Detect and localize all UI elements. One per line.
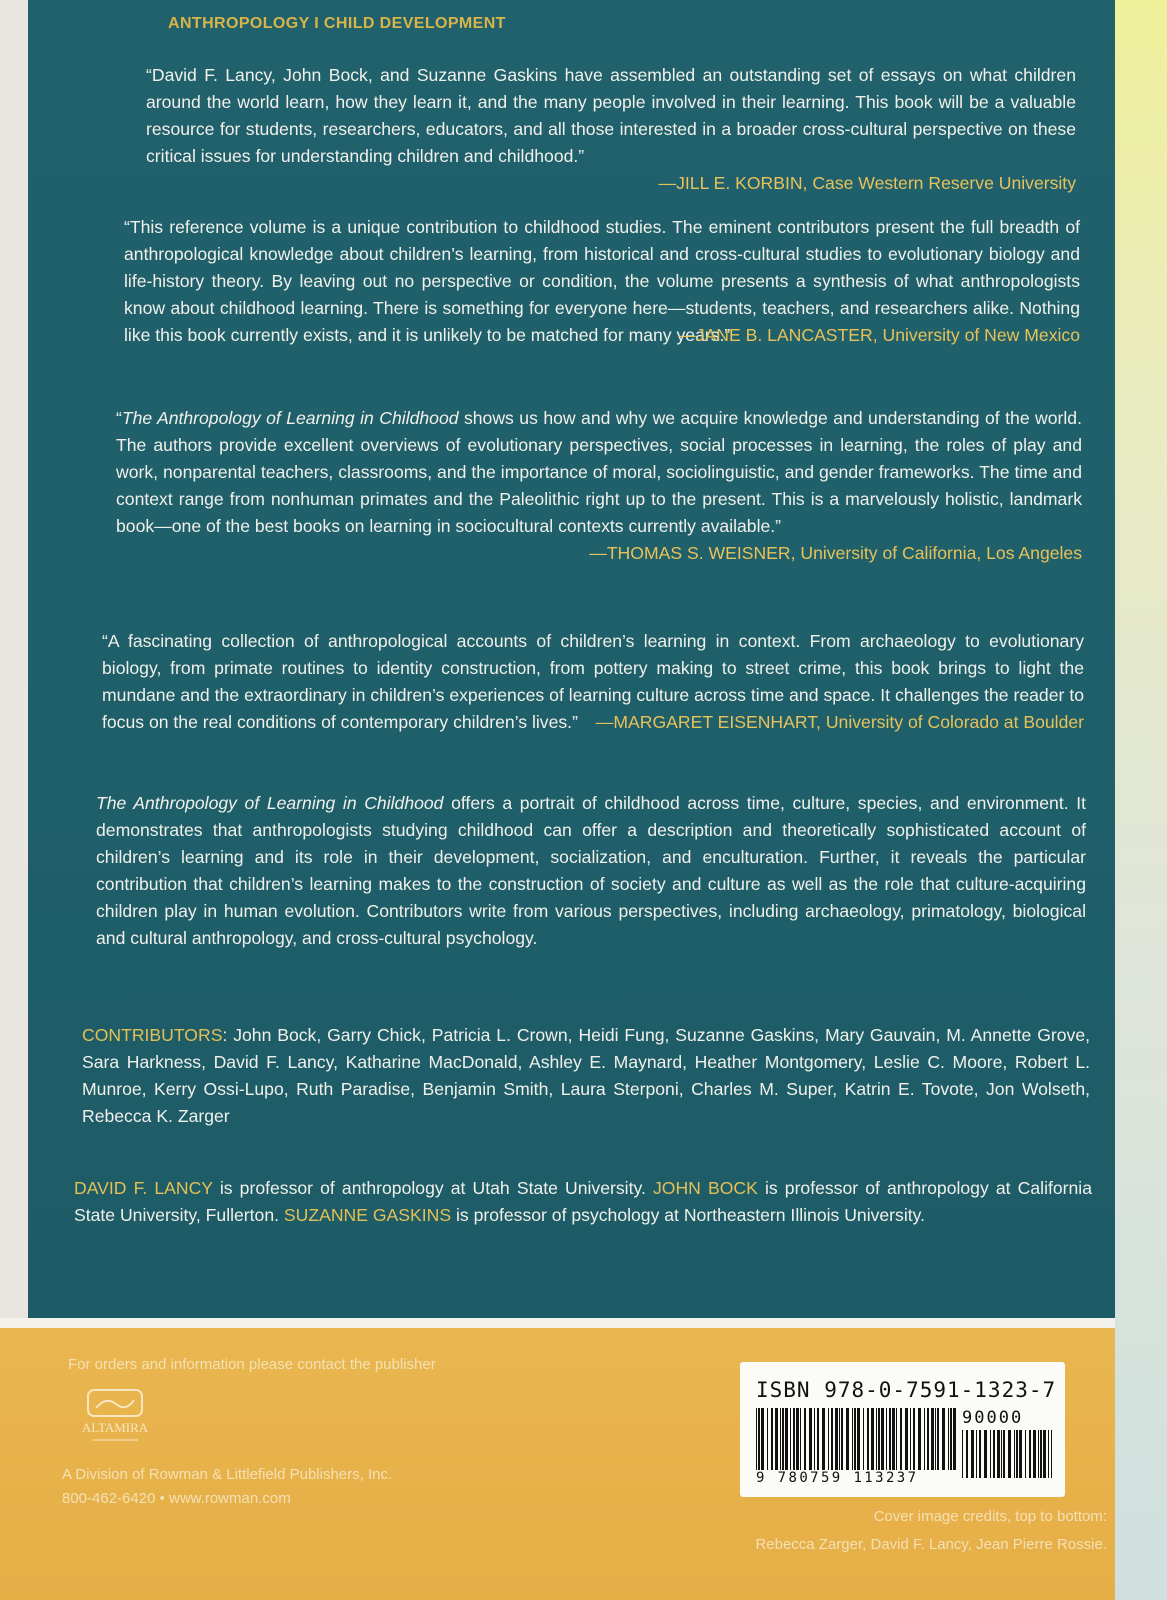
- back-cover-teal-panel: [28, 0, 1115, 1318]
- barcode-bar: [871, 1408, 874, 1470]
- publisher-logo-icon: [70, 1388, 160, 1446]
- barcode-bar: [962, 1430, 963, 1478]
- barcode-bar: [793, 1408, 795, 1470]
- barcode-bar: [896, 1408, 897, 1470]
- barcode-bar: [979, 1430, 981, 1478]
- cover-credits-heading: Cover image credits, top to bottom:: [873, 1508, 1107, 1525]
- editor-name-bock: JOHN BOCK: [652, 1178, 758, 1198]
- isbn-number: ISBN 978-0-7591-1323-7: [756, 1378, 1057, 1402]
- barcode-bar: [761, 1408, 764, 1470]
- barcode-bar: [931, 1408, 934, 1470]
- barcode-bar: [839, 1408, 840, 1470]
- barcode-bar: [817, 1408, 819, 1470]
- quote-3-text: “The Anthropology of Learning in Childhood shows us how and why we acquire knowledge and understanding of the world. The authors provide excellent overviews of evolutionary perspectives, social processes in learning, the roles of play and work, nonparental teachers, classrooms, and the importance of moral, sociolinguistic, and gender frameworks. The time and context range from nonhuman primates and the Paleolithic right up to the present. This is a marvelously holistic, landmark book—one of the best books on learning in sociocultural contexts currently available.”: [116, 408, 1082, 536]
- quote-1: [146, 62, 1076, 197]
- barcode-bar: [976, 1430, 977, 1478]
- barcode-bar: [1001, 1430, 1002, 1478]
- barcode-bar: [857, 1408, 860, 1470]
- barcode-digits: 9 780759 113237: [756, 1470, 919, 1486]
- barcode-bar: [780, 1408, 781, 1470]
- quote-4-text: “A fascinating collection of anthropological accounts of children’s learning in context. From archaeology to evolutionary biology, from primate routines to identity construction, from pottery making to street crime, this book brings to light the mundane and the extraordinary in children’s experiences of learning culture across time and space. It challenges the reader to focus on the real conditions of contemporary children’s lives.”: [102, 631, 1084, 732]
- barcode-bar: [852, 1408, 853, 1470]
- description-body: offers a portrait of childhood across time, culture, species, and environment. It demonstrates that anthropologists studying childhood can offer a description and theoretically sophisticated account of children’s learning and its role in their development, socialization, and enculturation. Further, it reveals the particular contribution that children’s learning makes to the construction of society and culture as well as the role that culture-acquiring children play in human evolution. Contributors write from various perspectives, including archaeology, primatology, biological and cultural anthropology, and cross-cultural psychology.: [96, 793, 1086, 948]
- barcode-bar: [854, 1408, 856, 1470]
- editor-name-lancy: DAVID F. LANCY: [74, 1178, 213, 1198]
- barcode-bar: [785, 1408, 788, 1470]
- barcode-main-icon: [756, 1408, 956, 1470]
- quote-4: [102, 628, 1084, 736]
- barcode-price-code: 90000: [962, 1408, 1024, 1428]
- quote-2-text: “This reference volume is a unique contribution to childhood studies. The eminent contributors present the full breadth of anthropological knowledge about children’s learning, from historical and cross-cultural studies to evolutionary biology and life-history theory. By leaving out no perspective or condition, the volume presents a synthesis of what anthropologists know about childhood learning. There is something for everyone here—students, teachers, and researchers alike. Nothing like this book currently exists, and it is unlikely to be matched for many years.”: [124, 217, 1080, 345]
- barcode-bar: [918, 1408, 921, 1470]
- spine-edge-strip: [1115, 0, 1167, 1600]
- barcode-bar: [809, 1408, 812, 1470]
- publisher-logo-text: ALTAMIRA: [81, 1420, 149, 1435]
- cover-credits-names: Rebecca Zarger, David F. Lancy, Jean Pierre Rossie.: [755, 1536, 1107, 1553]
- quote-1-attribution: —JILL E. KORBIN, Case Western Reserve University: [658, 173, 1076, 193]
- barcode-price-icon: [962, 1430, 1052, 1478]
- barcode-bar: [846, 1408, 849, 1470]
- barcode-bar: [767, 1408, 768, 1470]
- contributors-list: : John Bock, Garry Chick, Patricia L. Crown, Heidi Fung, Suzanne Gaskins, Mary Gauvain, M. Annette Grove, Sara Harkness, David F. Lancy, Katharine MacDonald, Ashley E. Maynard, Heather Montgomery, Leslie C. Moore, Robert L. Munroe, Kerry Ossi-Lupo, Ruth Paradise, Benjamin Smith, Laura Sterponi, Charles M. Super, Katrin E. Tovote, Jon Wolseth, Rebecca K. Zarger: [82, 1025, 1090, 1126]
- barcode-bar: [1008, 1430, 1011, 1478]
- quote-1-text: “David F. Lancy, John Bock, and Suzanne Gaskins have assembled an outstanding set of essays on what children around the world learn, how they learn it, and the many people involved in their learning. This book will be a valuable resource for students, researchers, educators, and all those interested in a broader cross-cultural perspective on these critical issues for understanding children and childhood.”: [146, 65, 1076, 166]
- description-book-title: The Anthropology of Learning in Childhood: [96, 793, 444, 813]
- barcode-bar: [900, 1408, 902, 1470]
- orders-info: For orders and information please contact the publisher: [68, 1356, 436, 1373]
- book-description: [96, 790, 1086, 952]
- barcode-bar: [924, 1408, 925, 1470]
- barcode-bar: [889, 1408, 891, 1470]
- barcode-bar: [950, 1408, 952, 1470]
- barcode-bar: [1003, 1430, 1005, 1478]
- barcode-bar: [966, 1430, 968, 1478]
- contributors-label: CONTRIBUTORS: [82, 1025, 223, 1045]
- isbn-barcode-box: [740, 1362, 1065, 1497]
- quote-3: [116, 405, 1082, 567]
- barcode-bar: [1019, 1430, 1022, 1478]
- contributors: [82, 1022, 1090, 1130]
- quote-3-book-title: The Anthropology of Learning in Childhood: [121, 408, 459, 428]
- barcode-bar: [1014, 1430, 1015, 1478]
- barcode-bar: [990, 1430, 991, 1478]
- description-paragraph: [96, 790, 1086, 952]
- barcode-bar: [1016, 1430, 1018, 1478]
- barcode-bar: [1029, 1430, 1031, 1478]
- barcode-bar: [835, 1408, 838, 1470]
- barcode-bar: [937, 1408, 939, 1470]
- barcode-bar: [782, 1408, 784, 1470]
- barcode-bar: [905, 1408, 908, 1470]
- barcode-bar: [1051, 1430, 1052, 1478]
- quote-3-attribution: —THOMAS S. WEISNER, University of California, Los Angeles: [589, 543, 1082, 563]
- barcode-bar: [881, 1408, 884, 1470]
- barcode-bar: [1043, 1430, 1046, 1478]
- barcode-bar: [822, 1408, 825, 1470]
- barcode-bar: [876, 1408, 877, 1470]
- editor-bio-gaskins: is professor of psychology at Northeastern Illinois University.: [451, 1205, 926, 1225]
- barcode-bar: [828, 1408, 829, 1470]
- editor-bio-bock: is professor of anthropology at California State University, Fullerton.: [74, 1178, 1092, 1225]
- barcode-bar: [800, 1408, 801, 1470]
- barcode-bar: [771, 1408, 773, 1470]
- editor-name-gaskins: SUZANNE GASKINS: [283, 1205, 452, 1225]
- publisher-division: A Division of Rowman & Littlefield Publishers, Inc.: [62, 1466, 393, 1483]
- barcode-bar: [804, 1408, 806, 1470]
- editor-bio-lancy: is professor of anthropology at Utah State University.: [212, 1178, 653, 1198]
- barcode-bar: [878, 1408, 880, 1470]
- barcode-bar: [758, 1408, 760, 1470]
- barcode-bar: [984, 1430, 987, 1478]
- barcode-bar: [913, 1408, 915, 1470]
- barcode-bar: [942, 1408, 945, 1470]
- barcode-bar: [867, 1408, 869, 1470]
- contributors-paragraph: [82, 1022, 1090, 1130]
- quote-2: [124, 214, 1080, 349]
- barcode-bar: [831, 1408, 833, 1470]
- barcode-bar: [993, 1430, 995, 1478]
- barcode-bar: [927, 1408, 929, 1470]
- barcode-bar: [910, 1408, 911, 1470]
- barcode-bar: [971, 1430, 974, 1478]
- barcode-bar: [863, 1408, 864, 1470]
- barcode-bar: [796, 1408, 799, 1470]
- editors-bio: [74, 1175, 1092, 1229]
- barcode-bar: [886, 1408, 887, 1470]
- barcode-bar: [935, 1408, 936, 1470]
- quote-2-attribution: —JANE B. LANCASTER, University of New Mexico: [678, 325, 1080, 345]
- publisher-contact: 800-462-6420 • www.rowman.com: [62, 1490, 291, 1507]
- barcode-bar: [775, 1408, 778, 1470]
- barcode-bar: [841, 1408, 843, 1470]
- barcode-bar: [1040, 1430, 1042, 1478]
- barcode-bar: [997, 1430, 1000, 1478]
- barcode-bar: [948, 1408, 949, 1470]
- category-label: ANTHROPOLOGY I CHILD DEVELOPMENT: [168, 15, 506, 32]
- barcode-bar: [814, 1408, 815, 1470]
- barcode-bar: [1048, 1430, 1049, 1478]
- barcode-bar: [1033, 1430, 1036, 1478]
- barcode-bar: [953, 1408, 956, 1470]
- barcode-bar: [1038, 1430, 1039, 1478]
- barcode-bar: [1025, 1430, 1026, 1478]
- barcode-bar: [756, 1408, 757, 1470]
- quote-4-attribution: —MARGARET EISENHART, University of Colorado at Boulder: [595, 712, 1084, 732]
- barcode-bar: [790, 1408, 791, 1470]
- barcode-bar: [892, 1408, 895, 1470]
- editors-paragraph: [74, 1175, 1092, 1229]
- quote-3-body: shows us how and why we acquire knowledge and understanding of the world. The authors provide excellent overviews of evolutionary perspectives, social processes in learning, the roles of play and work, nonparental teachers, classrooms, and the importance of moral, sociolinguistic, and gender frameworks. The time and context range from nonhuman primates and the Paleolithic right up to the present. This is a marvelously holistic, landmark book—one of the best books on learning in sociocultural contexts currently available.”: [116, 408, 1082, 536]
